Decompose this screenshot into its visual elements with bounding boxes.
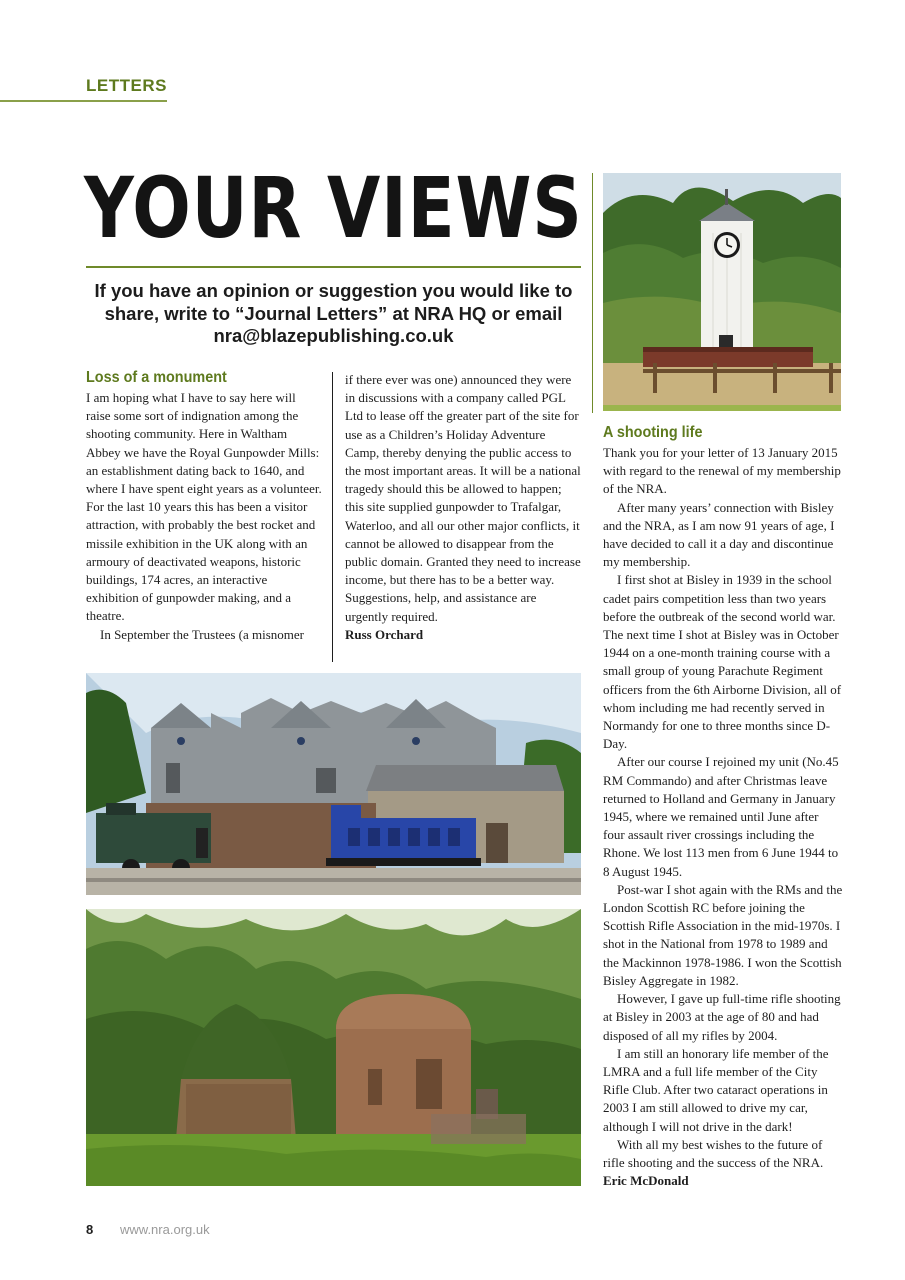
letter-1-column-2 <box>345 371 582 644</box>
letter-2-column <box>603 423 843 1190</box>
clock-tower-photo <box>603 173 841 411</box>
column-divider <box>592 173 593 413</box>
letter-1-paragraph: I am hoping what I have to say here will raise some sort of indignation among the shooting community. Here in Waltham Abbey we have the Royal Gunpowder Mills: an establishment dating back to 1640, and where I have spent eight years as a volunteer. For the last 10 years this has been a visitor attraction, with probably the best rocket and missile exhibition in the UK along with an armoury of deactivated weapons, historic buildings, 174 acres, an interactive exhibition of gunpowder making, and a theatre. <box>86 390 322 624</box>
letter-1-paragraph: if there ever was one) announced they were in discussions with a company called PGL Ltd to lease off the greater part of the site for use as a Children’s Holiday Adventure Camp, thereby denying the public access to the most important areas. It will be a national tragedy should this be allowed to happen; this site supplied gunpowder to Trafalgar, Waterloo, and all our other major conflicts, it cannot be allowed to disappear from the public domain. Granted they need to increase income, but there has to be a better way. Suggestions, help, and assistance are urgently required. <box>345 372 581 624</box>
letter-2-paragraph: However, I gave up full-time rifle shooting at Bisley in 2003 at the age of 80 and had disposed of all my rifles by 2004. <box>603 991 841 1043</box>
letter-2-signature: Eric McDonald <box>603 1173 689 1189</box>
section-tag: LETTERS <box>86 76 167 95</box>
gunpowder-mills-photo <box>86 673 581 895</box>
headline-rule <box>86 266 581 268</box>
page-headline: YOUR VIEWS <box>84 159 583 257</box>
ruins-photo <box>86 909 581 1186</box>
page-number: 8 <box>86 1222 94 1237</box>
intro-text: If you have an opinion or suggestion you would like to share, write to “Journal Letters” at NRA HQ or email nra@blazepublishing.co.uk <box>94 280 573 346</box>
website-url: www.nra.org.uk <box>120 1222 210 1237</box>
section-rule <box>0 100 167 102</box>
letter-2-paragraph: I am still an honorary life member of the LMRA and a full life member of the City Rifle Club. After two cataract operations in 2003 I am still allowed to drive my car, although I will not drive in the dark! <box>603 1045 829 1134</box>
letter-1-signature: Russ Orchard <box>345 626 424 642</box>
letter-2-heading: A shooting life <box>603 424 703 441</box>
letter-1-paragraph: In September the Trustees (a misnomer <box>100 626 304 642</box>
letter-2-paragraph: I first shot at Bisley in 1939 in the school cadet pairs competition less than two years before the outbreak of the second world war. The next time I shot at Bisley was in October 1944 on a one-month training course with a small group of young Parachute Regiment officers from the 6th Airborne Division, all of whom including me had recently served in Normandy for one to three months since D-Day. <box>603 572 842 752</box>
letter-2-paragraph: After many years’ connection with Bisley and the NRA, as I am now 91 years of age, I have decided to call it a day and discontinue my membership. <box>603 499 835 570</box>
letter-2-paragraph: After our course I rejoined my unit (No.45 RM Commando) and after Christmas leave returned to Holland and Germany in January 1945, where we remained until June after four assault river crossings including the Rhone. We lost 113 men from 6 June 1944 to 8 August 1945. <box>603 754 839 879</box>
letter-2-paragraph: Post-war I shot again with the RMs and the London Scottish RC before joining the Scottish Rifle Association in the mid-1970s. I shot in the National from 1978 to 1989 and the Mackinnon 1978-1986. I won the Scottish Bisley Aggregate in 1982. <box>603 881 843 988</box>
letter-1-column-1 <box>86 368 323 644</box>
letter-1-heading: Loss of a monument <box>86 369 227 386</box>
letter-2-paragraph: With all my best wishes to the future of rifle shooting and the success of the NRA. <box>603 1136 824 1170</box>
letter-column-divider <box>332 372 333 662</box>
letter-2-paragraph: Thank you for your letter of 13 January 2015 with regard to the renewal of my membership of the NRA. <box>603 445 841 497</box>
